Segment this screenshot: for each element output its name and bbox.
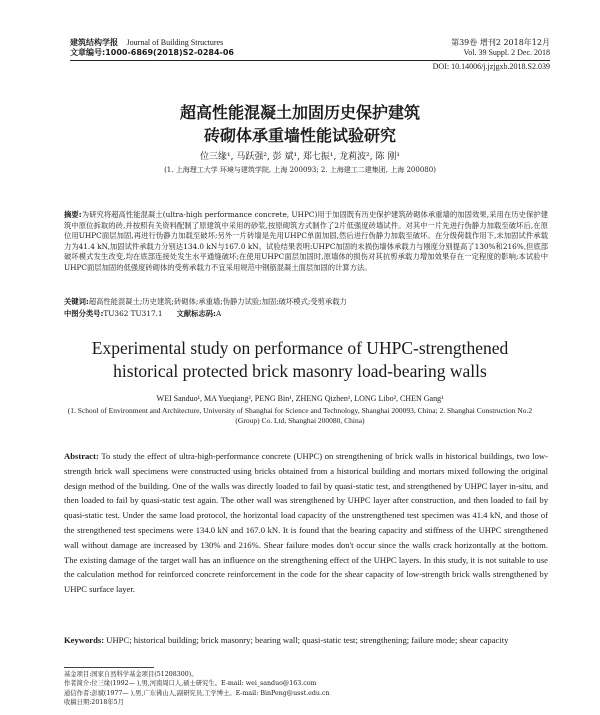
cn-keywords-text: 超高性能混凝土;历史建筑;砖砌体;承重墙;伪静力试验;加固;破坏模式;受剪承载力 <box>88 297 347 306</box>
journal-header <box>70 38 550 58</box>
journal-name-cn: 建筑结构学报 <box>70 38 118 47</box>
clc-label: 中图分类号: <box>64 309 104 318</box>
journal-name-line <box>70 38 223 48</box>
en-abstract <box>64 449 548 597</box>
cn-abstract-text: 为研究将超高性能混凝土(ultra-high performance concrete, UHPC)用于加固既有历史保护建筑砖砌体承重墙的加固效果,采用在历史保护建筑中原位拆取的砖,并按照有关资料配制了原建筑中采用的砂浆,按原砌筑方式制作了2片低强度砖墙试件。对其中一片先进行伪静力加载至破坏后,在原位用UHPC面层加固,再进行伪静力加载至破坏;另外一片砖墙是先用UHPC单面加固,然后进行伪静力加载至破坏。在分级荷载作用下,未加固试件承载力为41.4 kN,加固试件承载力分别达134.0 kN与167.0 kN。试验结果表明:UHPC加固的未损伤墙体承载力与刚度分别提高了130%和216%,但底部破坏模式发生改变,均在底部连接处发生水平通缝破坏;在使用UHPC面层加固时,原墙体的损伤对其抗剪承载力增加效果存在一定程度的影响;本试验中UHPC面层加固的低强度砖砌体的受剪承载力不宜采用规范中钢筋混凝土面层加固的计算方法。 <box>64 210 548 272</box>
footnote-received-date: 收稿日期:2018年5月 <box>64 699 124 707</box>
footnote-funding: 基金项目:国家自然科学基金项目(51208300)。 <box>64 671 198 678</box>
cn-authors: 位三缘¹, 马跃强², 彭 斌¹, 郑七振¹, 龙莉波², 陈 刚¹ <box>200 152 400 162</box>
volume-en: Vol. 39 Suppl. 2 Dec. 2018 <box>463 48 550 57</box>
en-authors: WEI Sanduo¹, MA Yueqiang², PENG Bin¹, ZHENG Qizhen¹, LONG Libo², CHEN Gang¹ <box>156 394 444 403</box>
en-title-line2: historical protected brick masonry load-bearing walls <box>113 361 487 381</box>
cn-title-line2: 砖砌体承重墙性能试验研究 <box>203 126 396 145</box>
cn-classification <box>64 308 548 319</box>
volume-cn: 第39卷 增刊2 2018年12月 <box>451 38 550 47</box>
doc-code-value: A <box>215 309 222 318</box>
doi-line <box>70 62 550 72</box>
cn-keywords-label: 关键词: <box>64 297 89 306</box>
footnote-corresponding-author: 通信作者:彭斌(1977— ),男,广东佛山人,副研究员,工学博士。E-mail: BinPeng@usst.edu.cn <box>64 689 330 697</box>
footnote-rule <box>64 667 154 668</box>
footnotes <box>64 670 544 708</box>
cn-title-line1: 超高性能混凝土加固历史保护建筑 <box>179 103 420 122</box>
en-abstract-label: Abstract: <box>64 451 99 461</box>
clc-value: TU362 TU317.1 <box>103 309 163 318</box>
journal-name-en: Journal of Building Structures <box>126 38 224 47</box>
en-abstract-text: To study the effect of ultra-high-performance concrete (UHPC) on strengthening of brick walls in historical buildings, two low-strength brick wall specimens were constructed using bricks obtained from a historical building and mortars mixed following the original design method of the building. One of the walls was directly loaded to fail by quasi-static test, and strengthened by UHPC layer in-situ, and then loaded to fail by quasi-static test again. The other wall was strengthened by UHPC layer after construction, and then loaded to fail by quasi-static test. Under the same load protocol, the horizontal load capacity of the unstrengthened test specimen was 41.4 kN, and those of the strengthened test specimens were 134.0 kN and 167.0 kN. It is found that the bearing capacity and stiffness of the UHPC strengthened wall without damage are increased by 130% and 216%. Shear failure modes don't occur since the walls crack horizontally at the bottom. The existing damage of the target wall has an influence on the strengthening effect of the UHPC layers. In this study, it is not suitable to use the calculation method for reinforced concrete reinforcement in the code for the shear capacity of low-strength brick walls strengthened by UHPC surface layer. <box>64 451 549 595</box>
en-keywords-text: UHPC; historical building; brick masonry; bearing wall; quasi-static test; strengthening; failure mode; shear capacity <box>106 635 509 645</box>
en-affiliation: (1. School of Environment and Architecture, University of Shanghai for Science and Technology, Shanghai 200093, China; 2. Shanghai Construction No.2 (Group) Co. Ltd, Shanghai 200080, China) <box>67 406 533 425</box>
cn-keywords <box>64 296 548 307</box>
cn-abstract-label: 摘要: <box>64 210 82 219</box>
en-title-line1: Experimental study on performance of UHPC-strengthened <box>91 338 509 358</box>
en-keywords <box>64 633 548 648</box>
header-rule <box>70 60 550 61</box>
cn-abstract <box>64 210 548 273</box>
en-keywords-label: Keywords: <box>64 635 105 645</box>
footnote-author-bio: 作者简介:位三缘(1992— ),男,河南周口人,硕士研究生。E-mail: wei_sanduo@163.com <box>64 680 317 688</box>
cn-affiliation: (1. 上海理工大学 环境与建筑学院, 上海 200093; 2. 上海建工二建集团, 上海 200080) <box>164 166 436 174</box>
doc-code-label: 文献标志码: <box>176 309 216 318</box>
article-number: 文章编号:1000-6869(2018)S2-0284-06 <box>70 48 234 57</box>
doi: DOI: 10.14006/j.jzjgxb.2018.S2.039 <box>432 62 550 71</box>
